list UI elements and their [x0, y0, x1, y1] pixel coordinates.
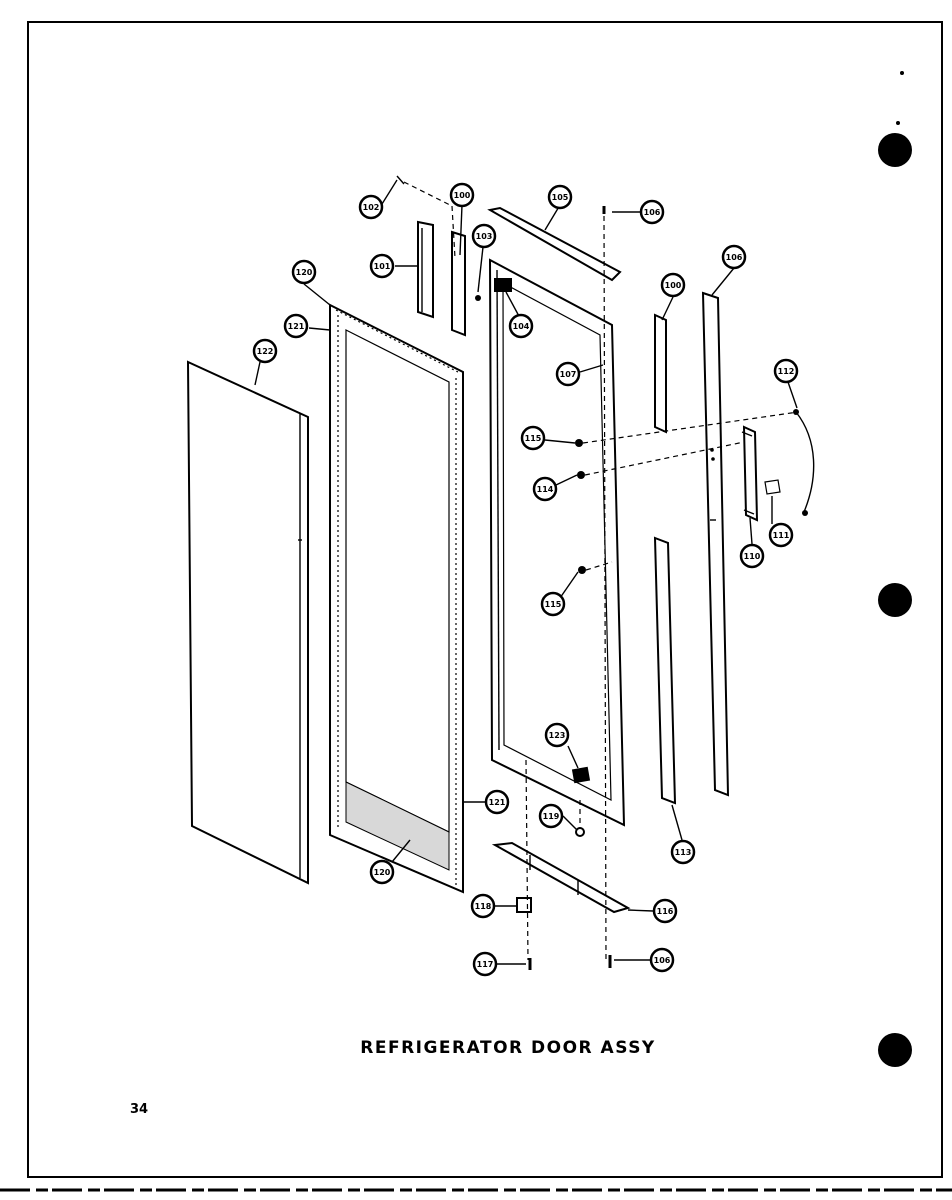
nut-119: [576, 828, 584, 836]
callout-120-bottom: [371, 861, 393, 883]
callout-label: 103: [475, 232, 493, 241]
page-number: 34: [130, 1102, 149, 1117]
handle-bracket-110: [744, 427, 757, 520]
callout-110: [741, 545, 763, 567]
binder-hole-bottom: [878, 1033, 912, 1067]
callout-106-bottom: [651, 949, 673, 971]
plug-111: [765, 480, 780, 494]
callout-label: 100: [453, 191, 471, 200]
callout-label: 121: [488, 798, 506, 807]
callout-label: 111: [772, 531, 790, 540]
screw-103: [475, 295, 481, 301]
trim-strip-113: [655, 538, 675, 803]
screw-102: [397, 176, 404, 184]
callout-label: 117: [476, 960, 494, 969]
block-118: [517, 898, 531, 912]
callout-115-lower: [542, 593, 564, 615]
door-gasket-frame-121: [330, 305, 463, 892]
callout-label: 104: [512, 322, 530, 331]
callout-116: [654, 900, 676, 922]
callout-label: 105: [551, 193, 569, 202]
callout-label: 113: [674, 848, 692, 857]
callout-label: 110: [743, 552, 761, 561]
callout-113: [672, 841, 694, 863]
callout-label: 116: [656, 907, 674, 916]
callout-107: [557, 363, 579, 385]
hinge-plate-100: [452, 232, 465, 335]
callout-121-top: [285, 315, 307, 337]
page-border: [28, 22, 942, 1177]
binder-hole-middle: [878, 583, 912, 617]
callout-120-top: [293, 261, 315, 283]
callout-117: [474, 953, 496, 975]
callout-118: [472, 895, 494, 917]
callout-label: 106: [653, 956, 671, 965]
callout-label: 106: [643, 208, 661, 217]
callout-label: 120: [373, 868, 391, 877]
part-123-block: [572, 767, 590, 784]
callout-label: 120: [295, 268, 313, 277]
callout-label: 115: [544, 600, 562, 609]
callout-106-top: [641, 201, 663, 223]
plug-115-upper: [575, 439, 583, 447]
callout-label: 123: [548, 731, 566, 740]
callout-119: [540, 805, 562, 827]
callout-100-top: [451, 184, 473, 206]
callout-105: [549, 186, 571, 208]
callout-label: 121: [287, 322, 305, 331]
top-bracket-105: [490, 208, 620, 280]
latch-block-104: [494, 278, 512, 292]
plate-100-right: [655, 315, 666, 432]
callout-label: 115: [524, 434, 542, 443]
plug-114: [577, 471, 585, 479]
callout-label: 119: [542, 812, 560, 821]
plug-115-lower: [578, 566, 586, 574]
callout-111: [770, 524, 792, 546]
callout-label: 100: [664, 281, 682, 290]
trim-strip-106: [703, 293, 728, 795]
callout-label: 102: [362, 203, 380, 212]
callout-101: [371, 255, 393, 277]
callout-122: [254, 340, 276, 362]
callout-100-right: [662, 274, 684, 296]
callout-121-bottom: [486, 791, 508, 813]
scan-speck: [896, 121, 900, 125]
binder-hole-top: [878, 133, 912, 167]
callout-123: [546, 724, 568, 746]
callout-104: [510, 315, 532, 337]
callout-label: 112: [777, 367, 795, 376]
callout-label: 118: [474, 902, 492, 911]
callout-label: 107: [559, 370, 577, 379]
scan-speck: [900, 71, 904, 75]
callout-label: 114: [536, 485, 554, 494]
callout-103: [473, 225, 495, 247]
callout-112: [775, 360, 797, 382]
callout-label: 122: [256, 347, 274, 356]
diagram-title: REFRIGERATOR DOOR ASSY: [360, 1038, 656, 1058]
handle-wire-112: [796, 412, 814, 512]
callout-114: [534, 478, 556, 500]
callout-106-right: [723, 246, 745, 268]
callout-115-upper: [522, 427, 544, 449]
callout-label: 101: [373, 262, 391, 271]
hinge-channel-101: [418, 222, 433, 317]
callout-label: 106: [725, 253, 743, 262]
outer-door-panel-122: [188, 362, 308, 883]
callout-102: [360, 196, 382, 218]
bottom-bracket-116: [495, 843, 628, 912]
